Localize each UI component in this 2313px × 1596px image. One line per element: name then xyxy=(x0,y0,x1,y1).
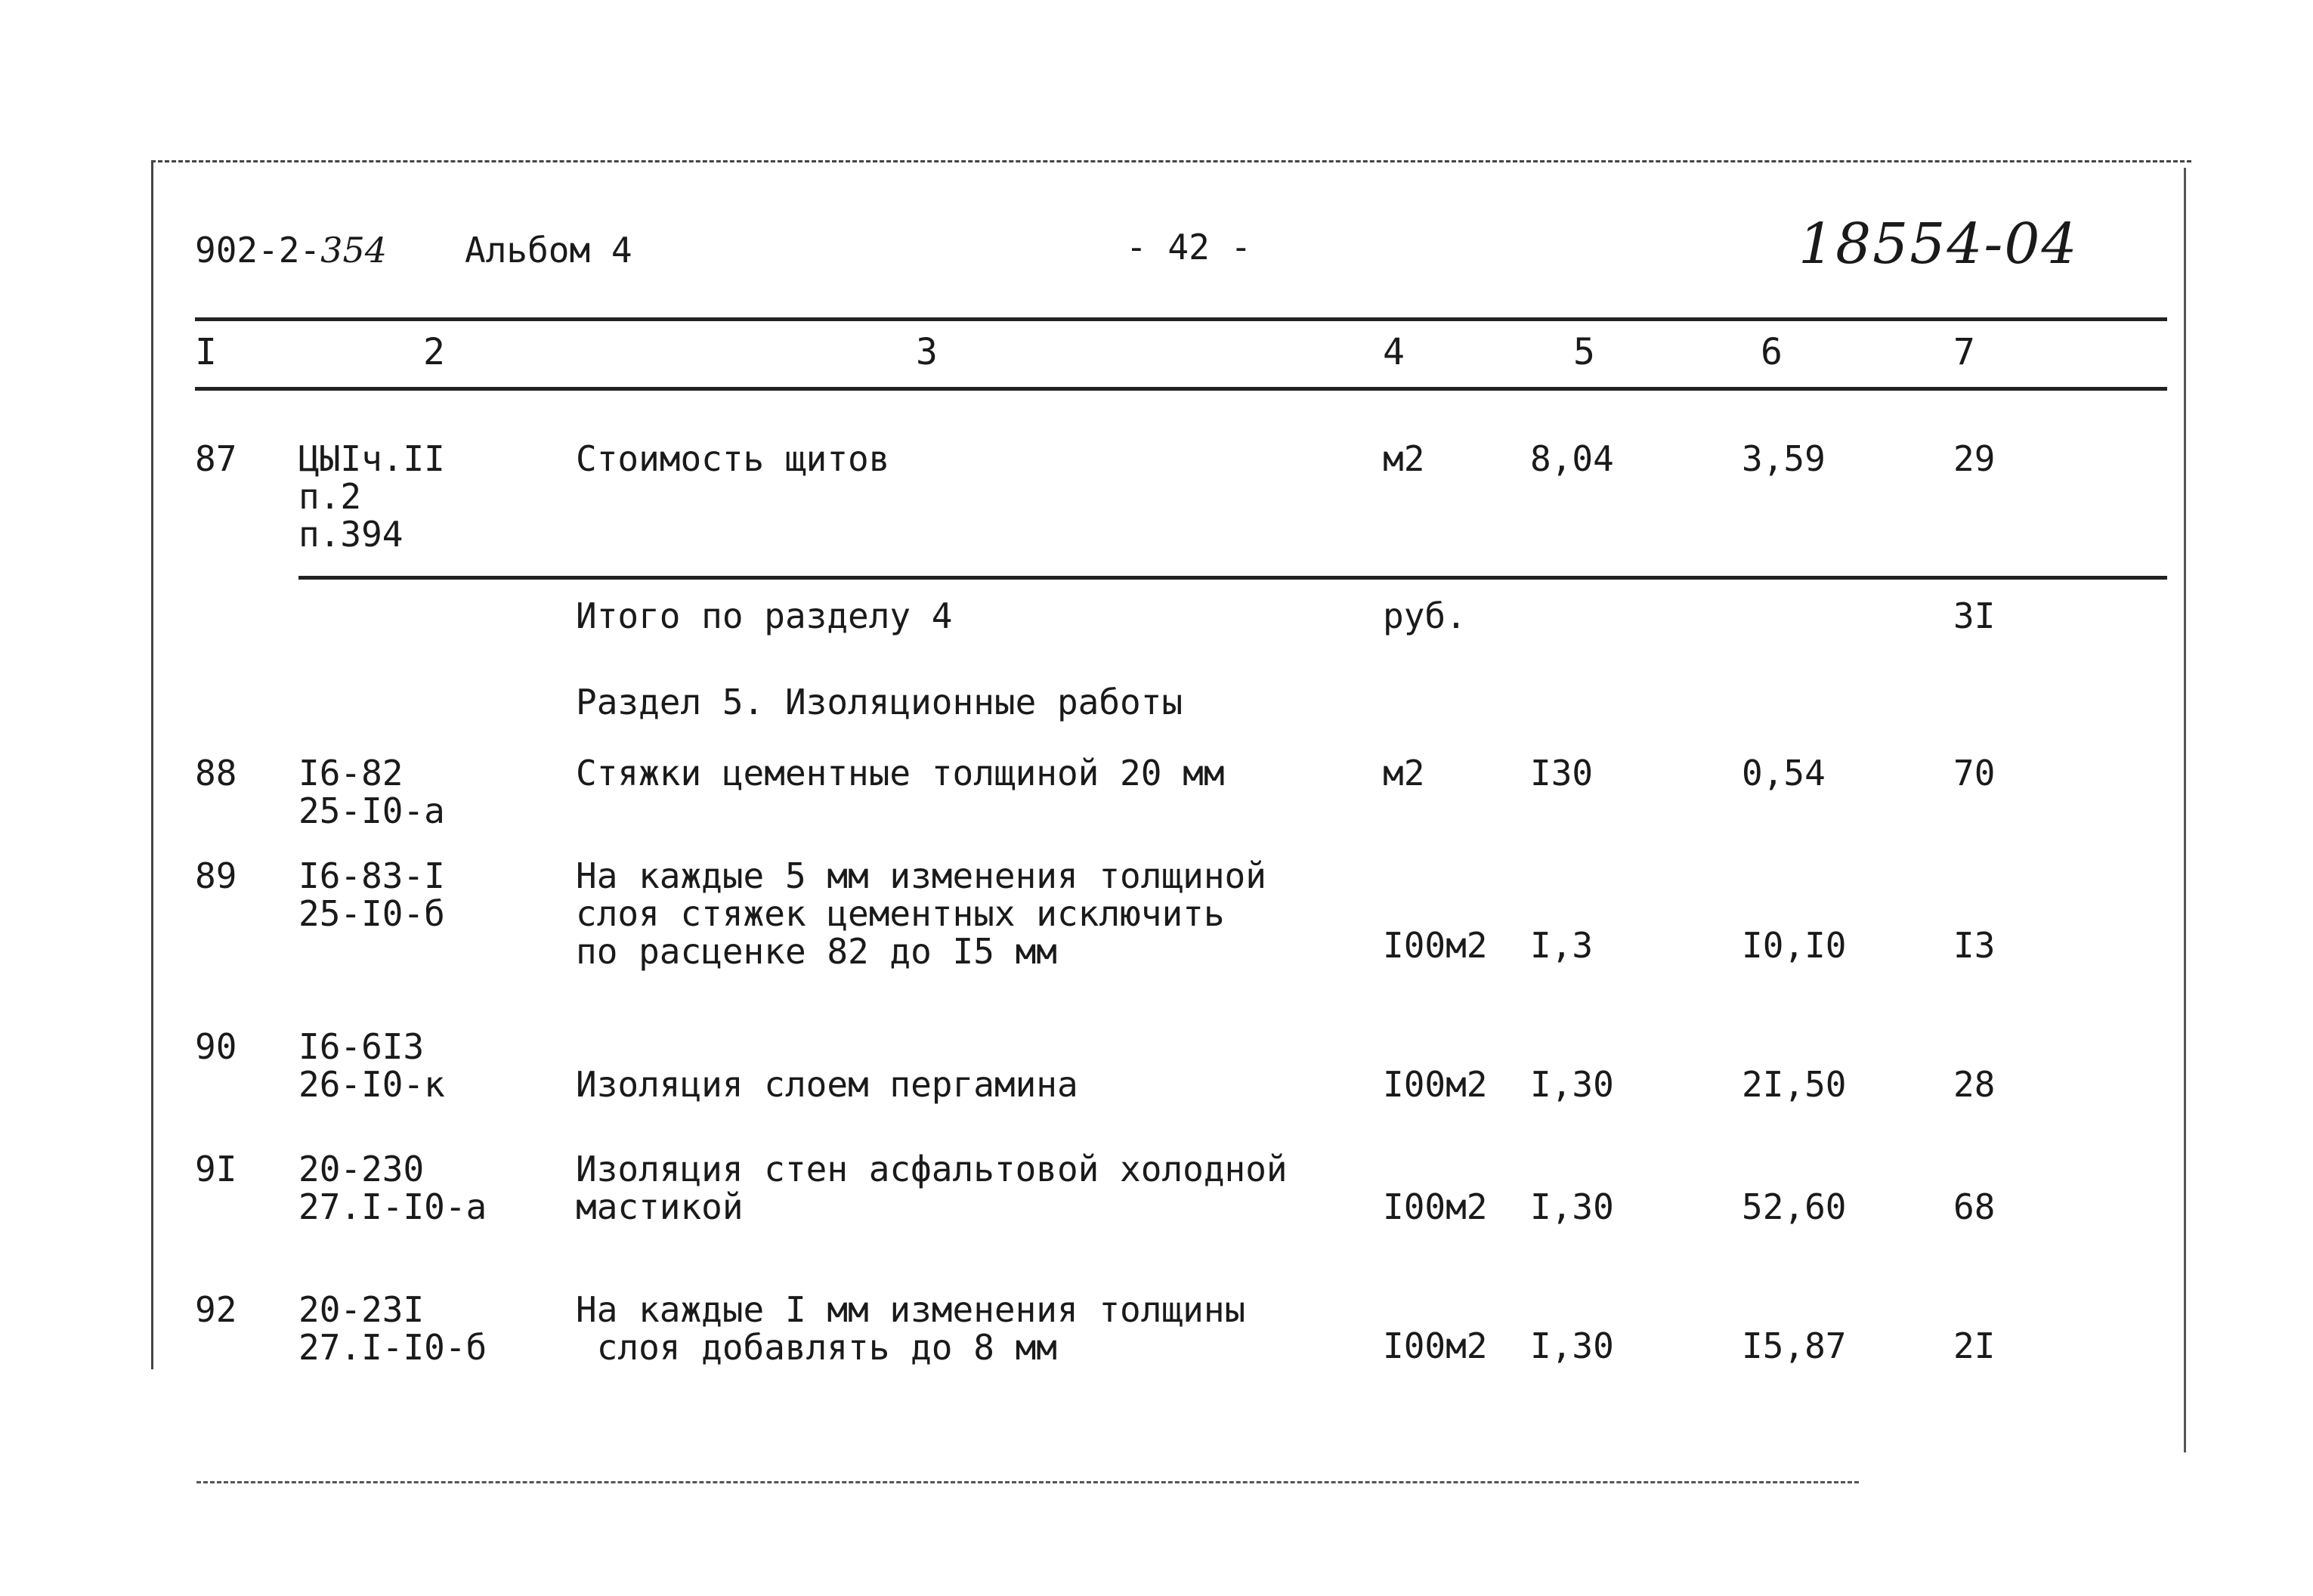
unit-price: 2I,50 xyxy=(1742,1064,1847,1105)
unit: I00м2 xyxy=(1383,1064,1488,1105)
stamp-number: 18554-04 xyxy=(1798,212,2079,277)
quantity: I,30 xyxy=(1530,1064,1614,1105)
doc-code xyxy=(195,230,387,271)
column-header-5: 5 xyxy=(1573,331,1595,373)
quantity: 8,04 xyxy=(1530,438,1614,479)
doc-code-handwritten: 354 xyxy=(320,230,387,271)
table-top-rule xyxy=(195,317,2167,321)
work-description: На каждые 5 мм изменения толщиной слоя стяжек цементных исключить по расценке 82 до I5 мм xyxy=(576,855,1266,972)
row-number: 87 xyxy=(195,438,237,479)
rate-code: ЦЫIч.II п.2 п.394 xyxy=(298,438,445,555)
unit: I00м2 xyxy=(1383,1186,1488,1227)
unit-price: I5,87 xyxy=(1742,1325,1847,1366)
unit: м2 xyxy=(1383,438,1425,479)
work-description: Стоимость щитов xyxy=(576,438,890,479)
total-cost: I3 xyxy=(1953,925,1996,966)
row-number: 88 xyxy=(195,753,237,793)
total-cost: 29 xyxy=(1953,438,1996,479)
column-header-rule xyxy=(195,387,2167,391)
rate-code: 20-23I 27.I-I0-б xyxy=(298,1289,487,1368)
album-label: Альбом 4 xyxy=(465,230,632,271)
row-number: 89 xyxy=(195,855,237,896)
total-cost: 70 xyxy=(1953,753,1996,793)
total-cost: 68 xyxy=(1953,1186,1996,1227)
quantity: I30 xyxy=(1530,753,1594,793)
quantity: I,30 xyxy=(1530,1325,1614,1366)
total-cost: 28 xyxy=(1953,1064,1996,1105)
page-number: - 42 - xyxy=(1126,227,1252,268)
rate-code: I6-83-I 25-I0-б xyxy=(298,855,445,934)
total-cost: 2I xyxy=(1953,1325,1996,1366)
unit-price: I0,I0 xyxy=(1742,925,1847,966)
column-header-3: 3 xyxy=(916,331,938,373)
section-total-rule xyxy=(298,576,2167,580)
unit-price: 3,59 xyxy=(1742,438,1826,479)
work-description: Изоляция слоем пергамина xyxy=(576,1064,1078,1105)
work-description: Изоляция стен асфальтовой холодной мастикой xyxy=(576,1149,1288,1227)
row-number: 9I xyxy=(195,1149,237,1189)
row-number: 90 xyxy=(195,1026,237,1067)
column-header-1: I xyxy=(195,331,217,373)
column-header-6: 6 xyxy=(1761,331,1783,373)
frame-bottom-border xyxy=(196,1481,1859,1483)
row-number: 92 xyxy=(195,1289,237,1330)
column-header-2: 2 xyxy=(423,331,445,373)
column-header-4: 4 xyxy=(1383,331,1405,373)
unit-price: 0,54 xyxy=(1742,753,1826,793)
work-description: Стяжки цементные толщиной 20 мм xyxy=(576,753,1225,793)
frame-top-border xyxy=(151,160,2191,162)
total-cost: 3I xyxy=(1953,595,1996,636)
unit-price: 52,60 xyxy=(1742,1186,1847,1227)
column-header-7: 7 xyxy=(1953,331,1975,373)
doc-code-printed: 902-2- xyxy=(195,230,321,271)
quantity: I,30 xyxy=(1530,1186,1614,1227)
unit: руб. xyxy=(1383,595,1467,636)
unit: I00м2 xyxy=(1383,1325,1488,1366)
rate-code: 20-230 27.I-I0-а xyxy=(298,1149,487,1227)
section-heading: Раздел 5. Изоляционные работы xyxy=(576,682,1183,722)
quantity: I,3 xyxy=(1530,925,1594,966)
work-description: На каждые I мм изменения толщины слоя добавлять до 8 мм xyxy=(576,1289,1246,1368)
unit: м2 xyxy=(1383,753,1425,793)
frame-right-border xyxy=(2184,168,2186,1452)
rate-code: I6-6I3 26-I0-к xyxy=(298,1026,445,1105)
rate-code: I6-82 25-I0-а xyxy=(298,753,445,831)
work-description: Итого по разделу 4 xyxy=(576,595,953,636)
frame-left-border xyxy=(151,160,153,1369)
unit: I00м2 xyxy=(1383,925,1488,966)
